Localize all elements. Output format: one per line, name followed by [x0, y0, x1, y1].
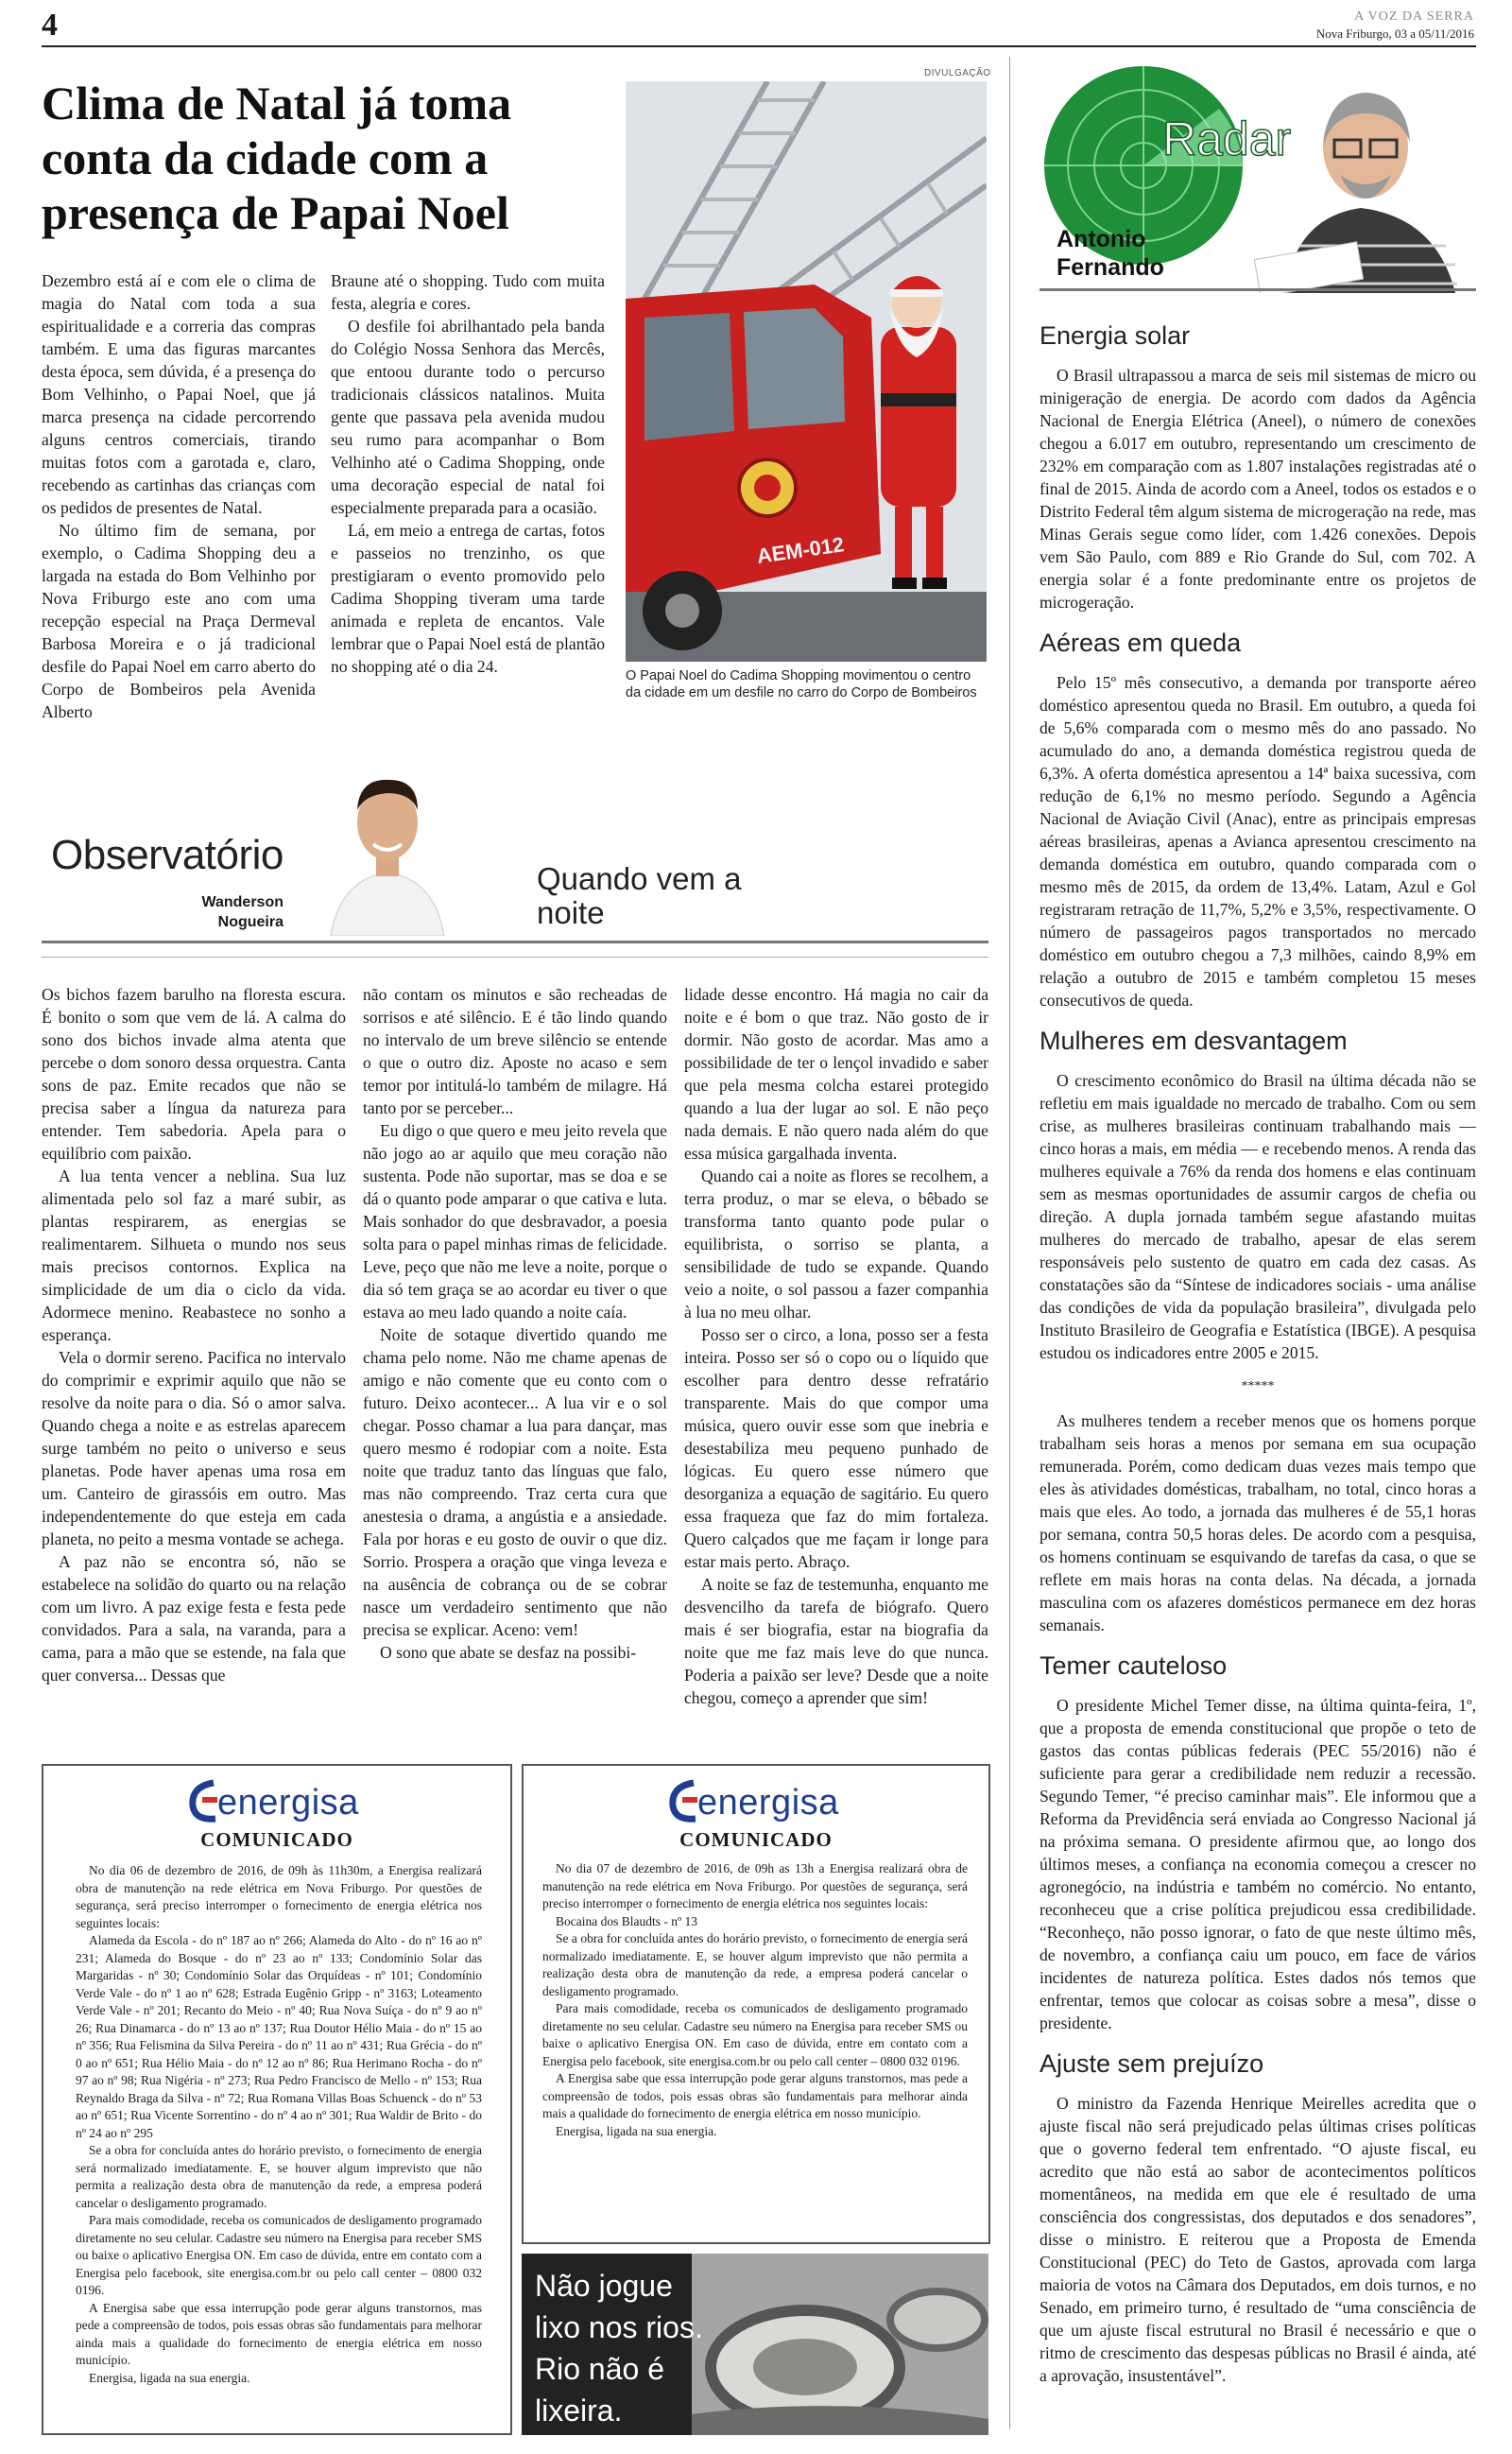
- ad-line: lixo nos rios.: [535, 2310, 703, 2344]
- paragraph: Bocaina dos Blaudts - nº 13: [556, 1913, 698, 1928]
- observatorio-rule: [42, 941, 988, 943]
- paragraph: A Energisa sabe que essa interrupção pode gerar alguns transtornos, mas pede a compreensão de todos, pois essas obras são fundamentais para melhorar ainda mais a qualidade do fornecimento de energia elétrica em nosso município.: [76, 2300, 482, 2367]
- paragraph: O ministro da Fazenda Henrique Meirelles acredita que o ajuste fiscal não será prejudicado pelas últimas crises políticas que o governo federal tem enfrentado. “O ajuste fiscal, eu acredito que não está ao sabor de acontecimentos políticos momentâneos, na medida em que ele é resultado de uma consciência dos congressistas, dos deputados e dos senadores”, disse o ministro. E reiterou que a Proposta de Emenda Constitucional (PEC) do Teto de Gastos, aprovada com larga maioria de votos na Câmara dos Deputados, em dois turnos, e no Senado, em primeiro turno, é resultado de “uma consciência de que um ajuste fiscal estrutural no Brasil é necessário e que o ritmo de crescimento das despesas públicas no Brasil é ainda, até a aprovação, insustentável”.: [1040, 2094, 1476, 2385]
- energisa-brand: energisa: [217, 1783, 359, 1823]
- photo-credit: DIVULGAÇÃO: [924, 68, 991, 78]
- energisa-logo: [185, 1777, 393, 1824]
- paragraph: Os bichos fazem barulho na floresta escura. É bonito o som que vem de lá. A calma do sono dos bichos invade alma atenta que percebe o dom sonoro dessa orquestra. Canta sons de paz. Emite recados que não se precisa saber a língua da natureza para entender. Tem sabedoria. Apela para o equilíbrio com paixão.: [42, 985, 346, 1163]
- paragraph: A noite se faz de testemunha, enquanto me desvencilho da tarefa de biógrafo. Quero mais é ser biografia, estar na biografia da noite que me faz mais leve do que nunca. Poderia a paixão ser leve? Desde que a noite chegou, começo a aprender que sim!: [684, 1575, 988, 1707]
- energisa-brand: energisa: [697, 1783, 839, 1823]
- paragraph: Energisa, ligada na sua energia.: [556, 2123, 717, 2138]
- separator: *****: [1241, 1379, 1275, 1393]
- ad-body: [76, 1862, 482, 2387]
- paragraph: Dezembro está aí e com ele o clima de magia do Natal com toda a sua espiritualidade e a correria das compras também. E uma das figuras marcantes desta época, sem dúvida, é a presença do Bom Velhinho, o Papai Noel, que já marca presença na cidade percorrendo alguns centros comerciais, tirando muitas fotos com a garotada e, claro, recebendo as cartinhas das crianças com os pedidos de presentes de Natal.: [42, 271, 316, 517]
- paragraph: Alameda da Escola - do nº 187 ao nº 266; Alameda do Alto - do nº 16 ao nº 231; Alameda do Bosque - do nº 23 ao nº 133; Condomínio Solar das Margaridas - nº 30; Condomínio Solar das Orquídeas - nº 101; Condomínio Verde Vale - do nº 1 ao nº 628; Estrada Eugênio Gripp - nº 3163; Loteamento Verde Vale - nº 201; Recanto do Meio - nº 40; Rua Nova Suíça - do nº 9 ao nº 26; Rua Dinamarca - do nº 13 ao nº 137; Rua Doutor Hélio Maia - do nº 15 ao nº 356; Rua Felismina da Silva Pereira - do nº 11 ao nº 431; Rua Grécia - do nº 0 ao nº 651; Rua Hélio Maia - do nº 12 ao nº 86; Rua Herimano Rocha - do nº 97 ao nº 98; Rua Nigéria - nº 273; Rua Pedro Francisco de Mello - nº 153; Rua Reynaldo Braga da Silva - nº 72; Rua Romana Villas Boas Schuenck - do nº 53 ao nº 651; Rua Vicente Sorrentino - do nº 4 ao nº 301; Rua Waldir de Brito - do nº 24 ao nº 295: [76, 1933, 482, 2140]
- paragraph: Lá, em meio a entrega de cartas, fotos e passeios no trenzinho, os que prestigiaram o evento promovido pelo Cadima Shopping tiveram uma tarde animada e repleta de encantos. Vale lembrar que o Papai Noel está de plantão no shopping até o dia 24.: [331, 521, 605, 676]
- ad-line: Rio não é: [535, 2352, 664, 2386]
- paragraph: Se a obra for concluída antes do horário previsto, o fornecimento de energia será normalizado imediatamente. E, se houver algum imprevisto que não permita a realização desta obra de manutenção da rede, a empresa poderá cancelar o desligamento programado.: [76, 2143, 482, 2210]
- ad-heading: COMUNICADO: [200, 1828, 353, 1851]
- paragraph: Se a obra for concluída antes do horário previsto, o fornecimento de energia será normalizado imediatamente. E, se houver algum imprevisto que não permita a realização desta obra de manutenção da rede, a empresa poderá cancelar o desligamento programado.: [542, 1931, 968, 1998]
- paragraph: Braune até o shopping. Tudo com muita festa, alegria e cores.: [331, 271, 605, 313]
- main-photo-caption: O Papai Noel do Cadima Shopping movimentou o centro da cidade em um desfile no carro do Corpo de Bombeiros: [626, 668, 977, 700]
- paragraph: Para mais comodidade, receba os comunicados de desligamento programado diretamente no seu celular. Cadastre seu número na Energisa para receber SMS ou baixe o aplicativo Energisa ON. Em caso de dúvida, entre em contato com a Energisa pelo facebook, site energisa.com.br ou pelo call center – 0800 032 0196.: [76, 2213, 482, 2297]
- paragraph: Pelo 15º mês consecutivo, a demanda por transporte aéreo doméstico apresentou queda no Brasil. Em outubro, a queda foi de 5,6% comparada com o mesmo mês do ano passado. No acumulado do ano, a demanda doméstica registrou queda de 6,3%. A oferta doméstica apresentou a 14ª baixa sucessiva, com redução de 6,1% no mesmo período. Segundo a Agência Nacional de Aviação Civil (Anac), entre as principais empresas aéreas brasileiras, apenas a Avianca apresentou crescimento na demanda doméstica em outubro, quando comparada com o mesmo mês de 2015, da ordem de 13,4%. Latam, Azul e Gol registraram retração de 11,7%, 5,2% e 3,5%, respectivamente. O número de passageiros pagos transportados no mercado doméstico em outubro chegou a 7,3 milhões, caindo 8,9% em relação a outubro de 2015 e também completou 15 meses consecutivos de queda.: [1040, 673, 1476, 1010]
- observatorio-title: Quando vem a noite: [537, 861, 742, 930]
- paragraph: O desfile foi abrilhantado pela banda do Colégio Nossa Senhora das Mercês, que entoou durante todo o percurso tradicionais clássicos natalinos. Muita gente que passava pela avenida mudou seu rumo para acompanhar o Bom Velhinho até o Cadima Shopping, onde uma decoração especial de natal foi especialmente preparada para a ocasião.: [331, 317, 605, 517]
- ad-heading: COMUNICADO: [679, 1828, 833, 1851]
- radar-author: Antonio Fernando: [1057, 226, 1164, 281]
- main-story-col2: [331, 269, 605, 678]
- paragraph: não contam os minutos e são recheadas de sorrisos e até silêncio. E é tão lindo quando no intervalo de um breve silêncio se entende o que o outro diz. Aposte no acaso e sem temor por intitulá-lo também de milagre. Há tanto por se perceber...: [363, 985, 667, 1117]
- paragraph: Noite de sotaque divertido quando me chama pelo nome. Não me chame apenas de amigo e não comente que eu conto com o futuro. Deixo acontecer... A lua vir e o sol chegar. Posso chamar a lua para dançar, mas quero mesmo é rodopiar com a noite. Esta noite que traduz tanto das línguas que falo, mas não compreendo. Traz certa cura que anestesia o drama, a angústia e a ansiedade. Fala por horas e eu gosto de ouvir o que diz. Sorrio. Prospera a oração que vinga leveza e na ausência de cobrança ou de se cobrar nasce um verdadeiro sentimento que não precisa se explicar. Aceno: vem!: [363, 1325, 667, 1639]
- main-story-col1: [42, 269, 316, 723]
- section-heading: Mulheres em desvantagem: [1040, 1027, 1348, 1055]
- paragraph: lidade desse encontro. Há magia no cair da noite e é bom o que traz. Não gosto de ir dormir. Não gosto de acordar. Mas amo a possibilidade de ter o lençol invadido e saber que pela mesma colcha estarei protegido quando a lua der lugar ao sol. E não peço nada demais. E não quero nada além do que essa música gargalhada inventa.: [684, 985, 988, 1163]
- environment-ad: [522, 2254, 988, 2435]
- paragraph: As mulheres tendem a receber menos que os homens porque trabalham seis horas a menos por semana em sua ocupação remunerada. Porém, como dedicam duas vezes mais tempo que eles às atividades domésticas, trabalham, no total, cinco horas a mais que eles. Ao todo, a jornada das mulheres é de 55,1 horas por semana, contra 50,5 horas deles. De acordo com a pesquisa, os homens continuam se esquivando de tarefas da casa, o que se reflete em mais horas na conta delas. Na década, a jornada masculina com os afazeres domésticos permanece em dez horas semanais.: [1040, 1411, 1476, 1634]
- section-heading: Temer cauteloso: [1040, 1651, 1228, 1680]
- paragraph: A lua tenta vencer a neblina. Sua luz alimentada pelo sol faz a maré subir, as plantas respirarem, as energias se realimentarem. Silhueta o mundo nos seus mais precisos contornos. Explica na simplicidade de um dia o ciclo da vida. Adormece menino. Reabastece no sonho a esperança.: [42, 1167, 346, 1344]
- radar-column-name: Radar: [1162, 112, 1292, 165]
- paragraph: Eu digo o que quero e meu jeito revela que não jogo ao ar aquilo que meu coração não sustenta. Pode não suportar, mas se doa e se dá o quanto pode amparar o que cativa e luta. Mais sonhador do que desbravador, a poesia solta para o papel minhas rimas de felicidade. Leve, peço que não me leve a noite, porque o dia só tem graça se ao acordar eu tiver o que estava ao meu lado quando a noite caía.: [363, 1121, 667, 1322]
- paragraph: No dia 06 de dezembro de 2016, de 09h às 11h30m, a Energisa realizará obra de manutenção na rede elétrica em Nova Friburgo. Por questões de segurança, será preciso interromper o fornecimento de energia elétrica nos seguintes locais:: [76, 1863, 482, 1930]
- observatorio-author: Wanderson Nogueira: [201, 894, 284, 930]
- santa-firetruck-photo: [626, 81, 987, 662]
- radar-section-aereas: [1040, 629, 1476, 1011]
- radar-sections: [1040, 321, 1476, 2387]
- paragraph: A Energisa sabe que essa interrupção pode gerar alguns transtornos, mas pede a compreensão de todos, pois essas obras são fundamentais para melhorar ainda mais a qualidade do fornecimento de energia elétrica em nosso município.: [542, 2071, 968, 2120]
- paragraph: Vela o dormir sereno. Pacifica no intervalo do comprimir e exprimir aquilo que não se resolve da noite para o dia. Só o amor salva. Quando chega a noite e as estrelas aparecem surge também no peito o universo e seus planetas. Pode haver apenas uma rosa em um. Canteiro de girassóis em outro. Mas independentemente do que esteja em cada planeta, no peito a mesma vontade se achega.: [42, 1348, 346, 1548]
- paragraph: No dia 07 de dezembro de 2016, de 09h as 13h a Energisa realizará obra de manutenção na rede elétrica em Nova Friburgo. Por questões de segurança, será preciso interromper o fornecimento de energia elétrica nos seguintes locais:: [542, 1861, 968, 1910]
- newspaper-name: A VOZ DA SERRA: [1354, 9, 1474, 24]
- observatorio-col3: [684, 983, 988, 1709]
- section-heading: Ajuste sem prejuízo: [1040, 2049, 1264, 2078]
- observatorio-col2: [363, 983, 667, 1664]
- energisa-logo: [665, 1777, 873, 1824]
- paragraph: Energisa, ligada na sua energia.: [89, 2370, 250, 2385]
- main-headline: Clima de Natal já toma conta da cidade com a presença de Papai Noel: [42, 77, 512, 239]
- paragraph: No último fim de semana, por exemplo, o Cadima Shopping deu a largada na estada do Bom Velhinho por Nova Friburgo este ano com uma recepção especial na Praça Dermeval Barbosa Moreira e o já tradicional desfile do Papai Noel em carro aberto do Corpo de Bombeiros pela Avenida Alberto: [42, 521, 316, 721]
- energisa-ad-07-dezembro: [522, 1764, 990, 2244]
- observatorio-col1: [42, 983, 346, 1686]
- paragraph: O sono que abate se desfaz na possibi-: [380, 1643, 637, 1662]
- paragraph: Posso ser o circo, a lona, posso ser a festa inteira. Posso ser só o copo ou o líquido que escolher para dentro desse refratário transparente. Mais do que compor uma música, quero ouvir esse som que inebria e desestabiliza meu pequeno punhado de lógicas. Eu quero esse número que desorganiza a equação de sagitário. Eu quero essa fraqueza que faz do mim fortaleza. Quero calçados que me façam ir longe para estar mais perto. Abraço.: [684, 1325, 988, 1571]
- truck-plate: AEM-012: [755, 532, 846, 568]
- paragraph: O Brasil ultrapassou a marca de seis mil sistemas de micro ou minigeração de energia. De acordo com dados da Agência Nacional de Energia Elétrica (Aneel), o número de conexões chegou a 6.017 em outubro, representando um crescimento de 232% em comparação com as 1.807 instalações registradas até o final de 2015. Ainda de acordo com a Aneel, todos os estados e o Distrito Federal têm algum sistema de microgeração na rede, mas Minas Gerais segue como líder, com 1.426 conexões. Depois vem São Paulo, com 889 e Rio Grande do Sul, com 702. A energia solar é a fonte predominante entre os projetos de microgeração.: [1040, 366, 1476, 612]
- section-heading: Aéreas em queda: [1040, 629, 1242, 657]
- ad-body: [542, 1860, 968, 2140]
- radar-section-temer: [1040, 1651, 1476, 2034]
- radar-section-ajuste: [1040, 2049, 1476, 2387]
- radar-section-energia: [1040, 321, 1476, 614]
- page-number: 4: [42, 8, 58, 43]
- date-line: Nova Friburgo, 03 a 05/11/2016: [1315, 26, 1474, 41]
- energisa-ad-06-dezembro: [42, 1764, 512, 2435]
- radar-section-mulheres: [1040, 1027, 1476, 1636]
- paragraph: A paz não se encontra só, não se estabelece na solidão do quarto ou na relação com um livro. A paz exige festa e festa pede convidados. Para a sala, na varanda, para a cama, para a mão que se estende, na fala que quer conversa... Dessas que: [42, 1552, 346, 1685]
- ad-line: Não jogue: [535, 2269, 673, 2303]
- author-photo-wanderson: [321, 752, 454, 936]
- environment-ad-text: [535, 2265, 724, 2431]
- paragraph: O crescimento econômico do Brasil na última década não se refletiu em mais igualdade no mercado de trabalho. Com ou sem crise, as mulheres brasileiras continuam trabalhando mais — cinco horas a mais, em média — e recebendo menos. A renda das mulheres equivale a 76% da renda dos homens e elas continuam sem as mesmas oportunidades de assumir cargos de chefia ou direção. A dupla jornada também segue afastando muitas mulheres do mercado de trabalho, apesar de elas serem responsáveis pelo sustento de quatro em cada dez casas. As constatações são da “Síntese de indicadores sociais - uma análise das condições de vida da população brasileira”, divulgada pelo Instituto Brasileiro de Geografia e Estatística (IBGE). A pesquisa estudou os indicadores entre 2005 e 2015.: [1040, 1071, 1476, 1362]
- column-divider: [1009, 57, 1010, 2429]
- observatorio-rule-thin: [42, 957, 988, 958]
- section-heading: Energia solar: [1040, 321, 1191, 350]
- paragraph: Para mais comodidade, receba os comunicados de desligamento programado diretamente no seu celular. Cadastre seu número na Energisa para receber SMS ou baixe o aplicativo Energisa ON. Em caso de dúvida, entre em contato com a Energisa pelo facebook, site energisa.com.br ou pelo call center – 0800 032 0196.: [542, 2001, 968, 2068]
- ad-line: lixeira.: [535, 2394, 623, 2428]
- firetruck-illustration: [626, 81, 987, 662]
- paragraph: O presidente Michel Temer disse, na última quinta-feira, 1º, que a proposta de emenda constitucional que propõe o teto de gastos das contas públicas federais (PEC 55/2016) não é suficiente para gerar a credibilidade nem reduzir a recessão. Segundo Temer, “é preciso caminhar mais”. Ele informou que a Reforma da Previdência será enviada ao Congresso Nacional já na próxima semana. O presidente afirmou que, ao longo dos últimos meses, a confiança na economia começou a crescer no agronegócio, na indústria e também no comércio. No entanto, reconheceu que a crise política prejudicou essa credibilidade. “Reconheço, não posso ignorar, o fato de que neste último mês, de novembro, a confiança caiu um pouco, em face de vários incidentes de natureza política. Estes dados nós temos que enfrentar, temos que colocar as coisas sobre a mesa”, disse o presidente.: [1040, 1696, 1476, 2032]
- radar-rule: [1040, 288, 1476, 291]
- paragraph: Quando cai a noite as flores se recolhem, a terra produz, o mar se eleva, o bêbado se transforma tanto quanto pode pular o equilibrista, o sorriso se planta, a sensibilidade de tudo se expande. Quando veio a noite, o sol passou a fazer companhia à lua no meu olhar.: [684, 1167, 988, 1322]
- header-rule: [42, 45, 1476, 47]
- observatorio-column-name: Observatório: [51, 832, 284, 878]
